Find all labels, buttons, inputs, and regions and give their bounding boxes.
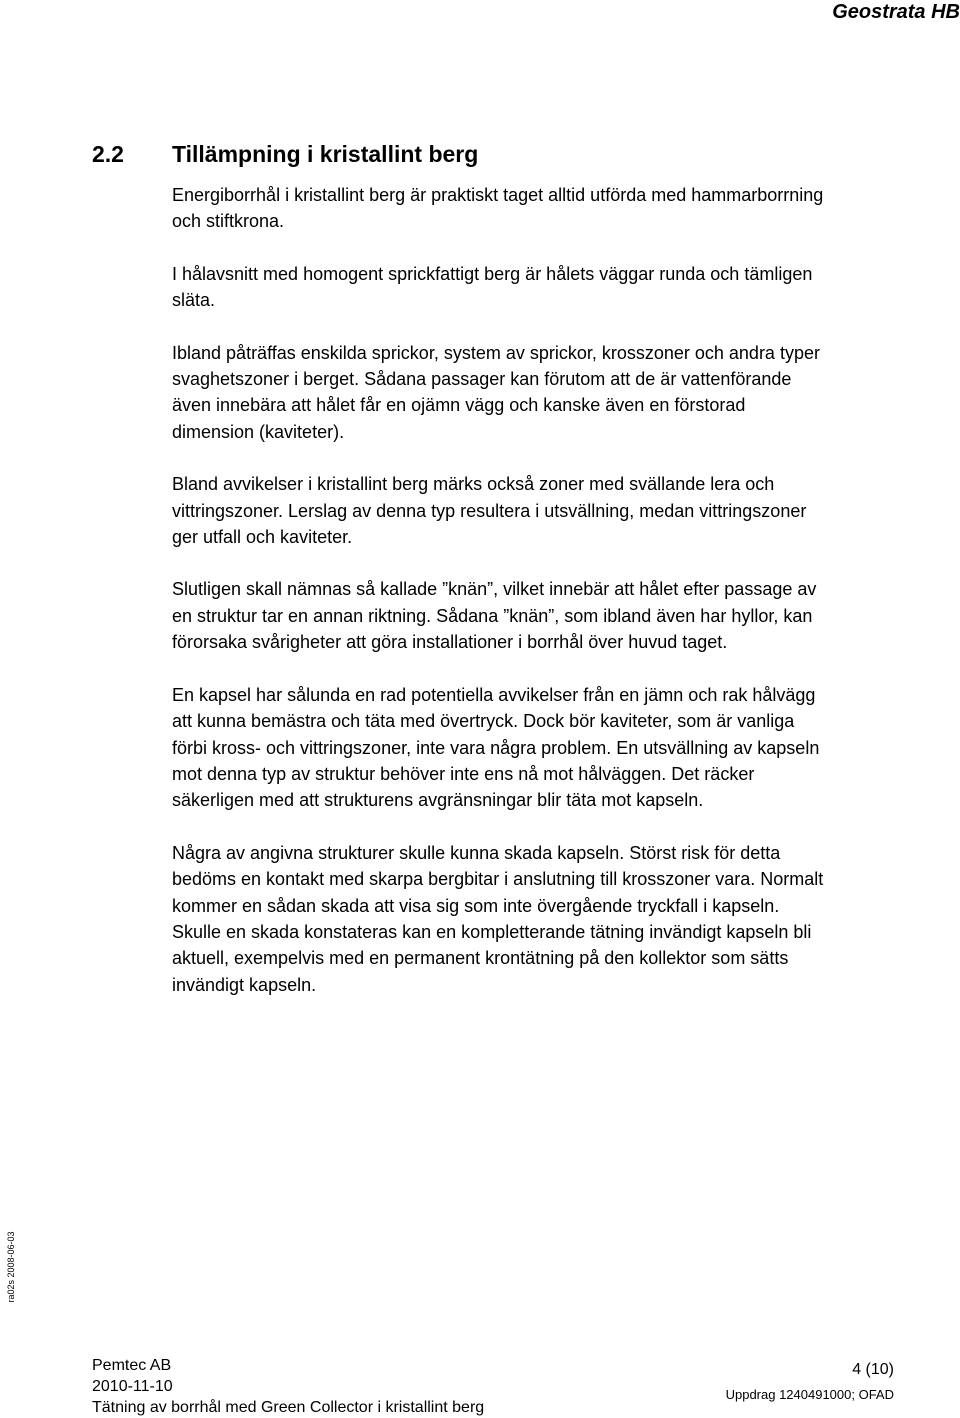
footer-page-number: 4 (10) [852, 1361, 894, 1378]
footer-company: Pemtec AB [92, 1357, 172, 1374]
paragraph: Ibland påträffas enskilda sprickor, system av sprickor, krosszoner och andra typer svaghetszoner i berget. Sådana passager kan förutom att de är vattenförande även innebära att hålet får en ojämn vägg och kanske även en förstorad dimension (kaviteter). [172, 342, 820, 442]
section-title: Tillämpning i kristallint berg [172, 141, 479, 167]
paragraph: I hålavsnitt med homogent sprickfattigt berg är hålets väggar runda och tämligen släta. [172, 263, 813, 311]
paragraph: Slutligen skall nämnas så kallade ”knän”, vilket innebär att hålet efter passage av en struktur tar en annan riktning. Sådana ”knän”, som ibland även har hyllor, kan förorsaka svårigheter att göra installationer i borrhål över huvud taget. [172, 579, 817, 653]
footer-project-reference: Uppdrag 1240491000; OFAD [725, 1387, 894, 1402]
footer-date: 2010-11-10 [92, 1378, 173, 1395]
footer-right [726, 1359, 894, 1404]
footer-left [92, 1355, 484, 1418]
paragraph: Energiborrhål i kristallint berg är praktiskt taget alltid utförda med hammarborrning och stiftkrona. [172, 185, 824, 232]
paragraph: Några av angivna strukturer skulle kunna skada kapseln. Störst risk för detta bedöms en kontakt med skarpa bergbitar i anslutning till krosszoner vara. Normalt kommer en sådan skada att visa sig som inte övergående tryckfall i kapseln. Skulle en skada konstateras kan en kompletterande tätning invändigt kapseln bli aktuell, exempelvis med en permanent krontätning på den kollektor som sätts invändigt kapseln. [172, 842, 824, 995]
header-company-name: Geostrata HB [832, 1, 960, 23]
section-heading [92, 140, 478, 168]
body-text [172, 182, 832, 1024]
paragraph: Bland avvikelser i kristallint berg märks också zoner med svällande lera och vittringszoner. Lerslag av denna typ resultera i utsvällning, medan vittringszoner ger utfall och kaviteter. [172, 474, 807, 548]
paragraph: En kapsel har sålunda en rad potentiella avvikelser från en jämn och rak hålvägg att kunna bemästra och täta med övertryck. Dock bör kaviteter, som är vanliga förbi kross- och vittringszoner, inte vara några problem. En utsvällning av kapseln mot denna typ av struktur behöver inte ens nå mot hålväggen. Det räcker säkerligen med att strukturens avgränsningar blir täta mot kapseln. [172, 684, 820, 811]
template-stamp: ra02s 2008-06-03 [6, 1231, 16, 1303]
section-number: 2.2 [92, 141, 124, 167]
footer-document-title: Tätning av borrhål med Green Collector i kristallint berg [92, 1399, 485, 1416]
